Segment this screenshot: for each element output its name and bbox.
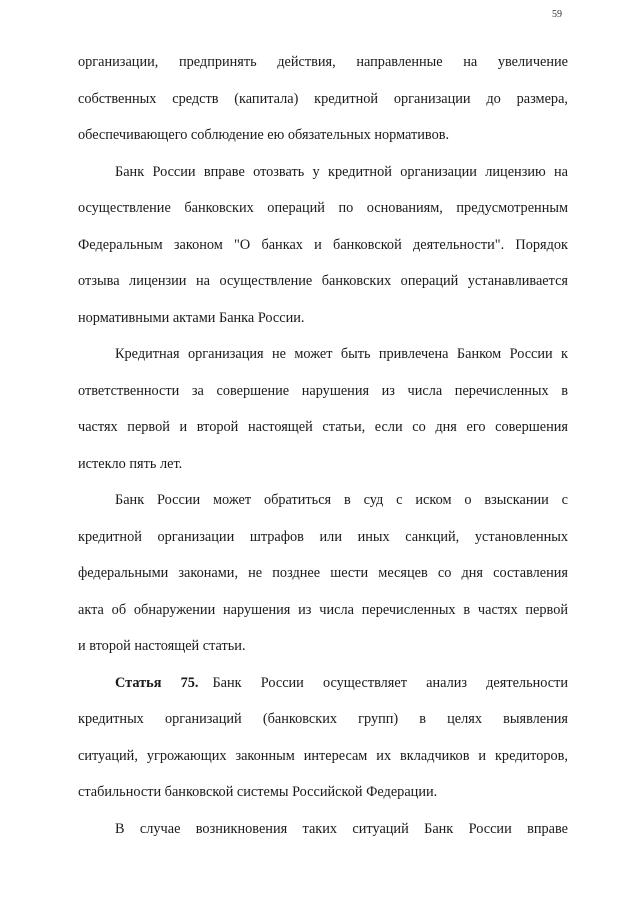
article-75-paragraph [78,665,568,811]
text-line: Кредитная организация не может быть привлечена Банком России к [115,346,568,362]
text-line: нормативными актами Банка России. [78,309,305,326]
paragraph-1 [78,44,568,154]
text-line: кредитной организации штрафов или иных санкций, установленных [78,528,568,545]
text-line: и второй настоящей статьи. [78,638,246,654]
text-line: Банк России может обратиться в суд с иском о взыскании с [115,492,568,508]
text-line: акта об обнаружении нарушения из числа перечисленных в частях первой [78,601,568,618]
text-line: кредитных организаций (банковских групп) в целях выявления [78,711,568,727]
text-line: ситуаций, угрожающих законным интересам их вкладчиков и кредиторов, [78,747,568,764]
text-line: частях первой и второй настоящей статьи, если со дня его совершения [78,419,568,435]
text-line: обеспечивающего соблюдение ею обязательных нормативов. [78,127,450,143]
page-number: 59 [552,9,562,20]
text-line [78,665,568,702]
text-line: собственных средств (капитала) кредитной организации до размера, [78,90,568,107]
text-line: Банк России вправе отозвать у кредитной организации лицензию на [115,163,568,180]
document-body [78,44,568,847]
article-first-line: Банк России осуществляет анализ деятельности [212,674,568,691]
text-line: организации, предпринять действия, направленные на увеличение [78,54,568,70]
text-line: Федеральным законом "О банках и банковской деятельности". Порядок [78,236,568,253]
paragraph-2 [78,154,568,337]
text-line: ответственности за совершение нарушения из числа перечисленных в [78,382,568,399]
paragraph-3 [78,336,568,482]
paragraph-6 [78,811,568,848]
text-line: В случае возникновения таких ситуаций Банк России вправе [115,820,568,837]
text-line: истекло пять лет. [78,455,183,472]
text-line: стабильности банковской системы Российской Федерации. [78,784,438,800]
paragraph-4 [78,482,568,665]
text-line: отзыва лицензии на осуществление банковских операций устанавливается [78,273,568,289]
text-line: осуществление банковских операций по основаниям, предусмотренным [78,200,568,216]
text-line: федеральными законами, не позднее шести месяцев со дня составления [78,565,568,581]
article-heading: Статья 75. [115,674,199,691]
